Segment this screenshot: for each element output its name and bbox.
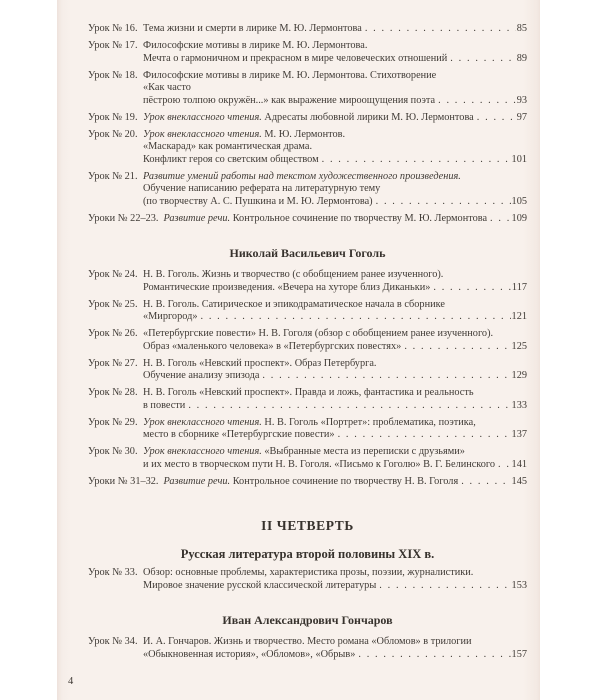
toc-entry (88, 213, 527, 226)
dot-leader (461, 476, 510, 489)
toc-page-ref: 109 (511, 212, 527, 224)
toc-entry-body (143, 269, 527, 294)
toc-entry-body (143, 328, 527, 353)
toc-line (143, 358, 527, 371)
toc-line (143, 370, 527, 383)
toc-text-segment: Н. В. Гоголь «Портрет»: проблематика, поэтика, (261, 416, 476, 428)
toc-entry-body (163, 476, 527, 489)
toc-line (163, 476, 527, 489)
toc-entry-body (143, 446, 527, 471)
toc-text-segment: Контрольное сочинение по творчеству Н. В. Гоголя (230, 475, 459, 487)
toc-page-ref: 153 (511, 579, 527, 591)
toc-entry-label: Урок № 21. (88, 170, 138, 182)
dot-leader (188, 400, 510, 413)
toc-entry-body (143, 636, 527, 661)
toc-page-ref: 121 (511, 311, 527, 322)
toc-text-segment: Тема жизни и смерти в лирике М. Ю. Лермонтова (143, 23, 362, 34)
toc-line (143, 196, 527, 209)
toc-text-segment: Развитие умений работы над текстом художественного произведения. (143, 170, 461, 182)
toc-text-segment: «Как часто (143, 82, 191, 93)
toc-entry (88, 358, 527, 383)
toc-text-segment: «Выбранные места из переписки с друзьями» (261, 446, 465, 457)
toc-line (143, 95, 527, 108)
toc-line (143, 82, 527, 95)
toc-text-segment: Философские мотивы в лирике М. Ю. Лермонтова. (143, 40, 368, 51)
toc-line (143, 417, 527, 430)
dot-leader (322, 154, 511, 167)
toc-line (143, 269, 527, 282)
toc-text-segment: Образ «маленького человека» в «Петербургских повестях» (143, 340, 402, 352)
toc-entry (88, 476, 527, 489)
dot-leader (404, 341, 510, 354)
toc-text-segment: и их место в творческом пути Н. В. Гоголя. «Письмо к Гоголю» В. Г. Белинского (143, 458, 496, 470)
toc-line (143, 282, 527, 295)
toc-entry-label: Урок № 18. (88, 69, 138, 81)
toc-text-segment: Развитие речи. (163, 212, 231, 224)
toc-line (143, 70, 527, 83)
toc-text-segment: Урок внеклассного чтения. (143, 128, 262, 140)
toc-line (143, 53, 527, 66)
toc-entry-body (163, 213, 527, 226)
dot-leader (200, 311, 510, 324)
toc-text-segment: Обучение анализу эпизода (143, 370, 260, 381)
toc-entry-label: Урок № 19. (88, 111, 138, 123)
toc-entry-label: Урок № 27. (88, 357, 138, 369)
toc-text-segment: «Миргород» (143, 311, 198, 322)
dot-leader (498, 459, 511, 472)
toc-text-segment: Обучение написанию реферата на литературную тему (143, 183, 381, 194)
dot-leader (358, 649, 510, 662)
toc-text-segment: «Обыкновенная история», «Обломов», «Обрыв» (143, 648, 356, 660)
toc-line (143, 567, 527, 580)
toc-line (143, 429, 527, 442)
toc-entry-body (143, 567, 527, 592)
toc-entry-body (143, 70, 527, 108)
toc-line (143, 649, 527, 662)
toc-page-ref: 157 (511, 648, 527, 660)
toc-line (143, 40, 527, 53)
toc-text-segment: Н. В. Гоголь. Жизнь и творчество (с обобщением ранее изученного). (143, 269, 444, 280)
toc-line (143, 341, 527, 354)
dot-leader (477, 112, 516, 125)
toc-entry (88, 636, 527, 661)
toc-entry-label: Урок № 26. (88, 328, 138, 339)
dot-leader (376, 196, 511, 209)
toc-page-ref: 129 (511, 370, 527, 381)
toc-entry-label: Урок № 16. (88, 23, 138, 34)
toc-page-ref: 97 (516, 111, 527, 123)
toc-line (143, 400, 527, 413)
toc-text-segment: Урок внеклассного чтения. (143, 446, 262, 457)
toc-entry-label: Урок № 29. (88, 416, 138, 428)
toc-entry-label: Уроки № 22–23. (88, 212, 159, 224)
dot-leader (450, 53, 515, 66)
toc-page-ref: 145 (511, 475, 527, 487)
toc-line (143, 171, 527, 184)
toc-text-segment: Н. В. Гоголь «Невский проспект». Правда и ложь, фантастика и реальность (143, 387, 474, 398)
toc-line (143, 129, 527, 142)
toc-entry (88, 40, 527, 65)
toc-line (143, 311, 527, 324)
toc-entry (88, 328, 527, 353)
dot-leader (379, 580, 510, 593)
toc-text-segment: «Петербургские повести» Н. В. Гоголя (обзор с обобщением ранее изученного). (143, 328, 494, 339)
toc-entry (88, 23, 527, 36)
toc-text-segment: Контрольное сочинение по творчеству М. Ю. Лермонтова (230, 212, 488, 224)
toc-entry (88, 299, 527, 324)
toc-text-segment: Урок внеклассного чтения. (143, 416, 262, 428)
toc-text-segment: пёстрою толпою окружён...» как выражение мироощущения поэта (143, 94, 436, 106)
toc-entry-label: Урок № 33. (88, 567, 138, 578)
toc-entry-body (143, 112, 527, 125)
toc-text-segment: (по творчеству А. С. Пушкина и М. Ю. Лермонтова) (143, 195, 373, 207)
section-heading: Николай Васильевич Гоголь (229, 246, 386, 260)
toc-text-segment: «Маскарад» как романтическая драма. (143, 141, 313, 152)
toc-page-ref: 89 (516, 52, 527, 64)
toc-line (143, 183, 527, 196)
toc-line (143, 112, 527, 125)
toc-line (163, 213, 527, 226)
page-number: 4 (68, 676, 74, 687)
toc-page-ref: 137 (511, 429, 527, 440)
toc-text-segment: Урок внеклассного чтения. (143, 111, 262, 123)
toc-text-segment: Н. В. Гоголь «Невский проспект». Образ Петербурга. (143, 357, 377, 369)
dot-leader (490, 213, 511, 226)
toc-text-segment: Мечта о гармоничном и прекрасном в мире человеческих отношений (143, 52, 448, 64)
toc-entry (88, 129, 527, 167)
toc-page-ref: 101 (511, 153, 527, 165)
toc-entry (88, 269, 527, 294)
toc-entry (88, 171, 527, 209)
scanned-page (57, 0, 540, 700)
toc-entry-body (143, 40, 527, 65)
toc-entry-label: Урок № 30. (88, 446, 138, 457)
toc-entry-label: Урок № 24. (88, 269, 138, 280)
toc-entry-body (143, 23, 527, 36)
toc-entry (88, 387, 527, 412)
toc-text-segment: Мировое значение русской классической литературы (143, 579, 377, 591)
toc-entry-label: Урок № 34. (88, 636, 138, 647)
toc-line (143, 446, 527, 459)
dot-leader (365, 23, 516, 36)
toc-text-segment: И. А. Гончаров. Жизнь и творчество. Место романа «Обломов» в трилогии (143, 636, 472, 647)
toc-line (143, 328, 527, 341)
toc-line (143, 636, 527, 649)
toc-entry-label: Урок № 28. (88, 387, 138, 398)
toc-entry (88, 70, 527, 108)
toc-entry-body (143, 299, 527, 324)
toc-line (143, 299, 527, 312)
toc-page-ref: 105 (511, 195, 527, 207)
dot-leader (262, 370, 510, 383)
toc-line (143, 23, 527, 36)
toc-line (143, 141, 527, 154)
toc-page-ref: 85 (516, 23, 527, 34)
toc-entry-body (143, 358, 527, 383)
toc-text-segment: Обзор: основные проблемы, характеристика прозы, поэзии, журналистики. (143, 567, 474, 578)
toc-page-ref: 117 (511, 281, 527, 293)
toc-entry-body (143, 171, 527, 209)
toc-entry-body (143, 417, 527, 442)
section-heading: II ЧЕТВЕРТЬ (261, 518, 354, 533)
section-heading: Русская литература второй половины XIX в. (180, 547, 435, 561)
dot-leader (438, 95, 516, 108)
dot-leader (433, 282, 511, 295)
toc-entry (88, 567, 527, 592)
toc-entry-label: Уроки № 31–32. (88, 475, 159, 487)
table-of-contents (57, 0, 540, 661)
toc-entry (88, 112, 527, 125)
toc-entry (88, 417, 527, 442)
toc-text-segment: Адресаты любовной лирики М. Ю. Лермонтова (261, 111, 474, 123)
dot-leader (338, 429, 511, 442)
toc-text-segment: Конфликт героя со светским обществом (143, 153, 319, 165)
toc-entry-label: Урок № 20. (88, 128, 138, 140)
section-heading: Иван Александрович Гончаров (222, 613, 393, 627)
toc-page-ref: 141 (511, 458, 527, 470)
toc-entry-body (143, 387, 527, 412)
toc-text-segment: Романтические произведения. «Вечера на хуторе близ Диканьки» (143, 281, 431, 293)
toc-text-segment: Философские мотивы в лирике М. Ю. Лермонтова. Стихотворение (143, 69, 437, 81)
toc-page-ref: 133 (511, 399, 527, 411)
toc-text-segment: место в сборнике «Петербургские повести» (143, 429, 335, 440)
toc-entry (88, 446, 527, 471)
toc-line (143, 580, 527, 593)
toc-page-ref: 93 (516, 94, 527, 106)
toc-line (143, 387, 527, 400)
toc-entry-label: Урок № 25. (88, 298, 138, 310)
toc-entry-label: Урок № 17. (88, 40, 138, 51)
toc-line (143, 459, 527, 472)
toc-text-segment: М. Ю. Лермонтов. (261, 128, 346, 140)
toc-entry-body (143, 129, 527, 167)
toc-line (143, 154, 527, 167)
toc-text-segment: Н. В. Гоголь. Сатирическое и эпикодраматическое начала в сборнике (143, 298, 445, 310)
toc-text-segment: Развитие речи. (163, 475, 231, 487)
toc-text-segment: в повести (143, 399, 186, 411)
toc-page-ref: 125 (511, 340, 527, 352)
